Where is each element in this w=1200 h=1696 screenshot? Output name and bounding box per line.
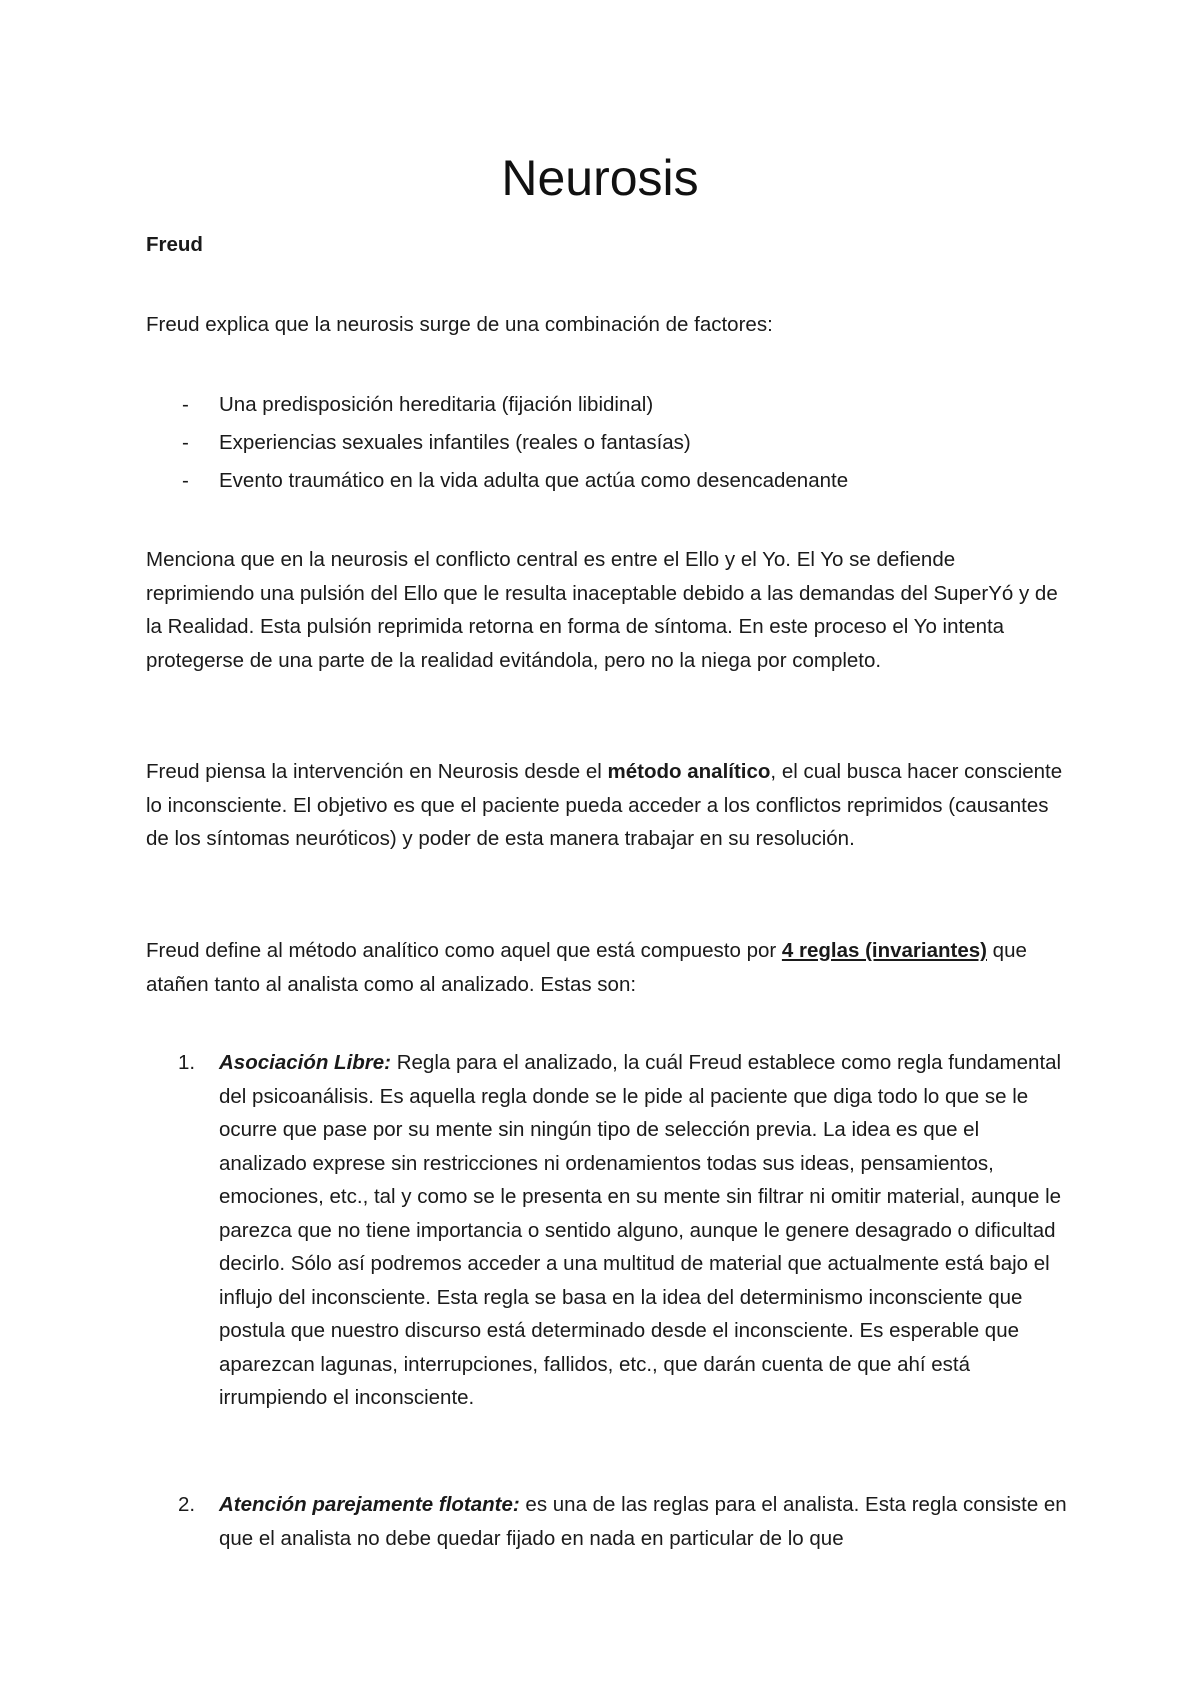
list-bullet: - [182,469,189,492]
method-text-before: Freud piensa la intervención en Neurosis desde el [146,760,608,783]
factor-text: Una predisposición hereditaria (fijación libidinal) [219,393,654,416]
rule-term: Atención parejamente flotante: [219,1493,520,1516]
list-bullet: - [182,431,189,454]
rules-count-term: 4 reglas (invariantes) [781,939,987,962]
rule-text [219,1488,1069,1555]
section-heading: Freud [146,233,203,256]
factor-text: Experiencias sexuales infantiles (reales o fantasías) [219,431,691,454]
rule-term: Asociación Libre: [219,1051,392,1074]
list-bullet: - [182,393,189,416]
list-number: 2. [178,1493,196,1516]
intro-paragraph: Freud explica que la neurosis surge de una combinación de factores: [146,313,773,336]
rules-text-before: Freud define al método analítico como aquel que está compuesto por [146,939,782,962]
rules-intro-paragraph [146,934,1066,1001]
rules-text-after: que atañen tanto al analista como al analizado. Estas son: [146,939,1027,996]
method-paragraph [146,755,1066,856]
rule-text [219,1046,1069,1415]
list-number: 1. [178,1051,196,1074]
method-term: método analítico [607,760,771,783]
rule-description: Regla para el analizado, la cuál Freud establece como regla fundamental del psicoanálisis. Es aquella regla donde se le pide al paciente que diga todo lo que se le ocurre que pase por su mente sin ningún tipo de selección previa. La idea es que el analizado exprese sin restricciones ni ordenamientos todas sus ideas, pensamientos, emociones, etc., tal y como se le presenta en su mente sin filtrar ni omitir material, aunque le parezca que no tiene importancia o sentido alguno, aunque le genere desagrado o dificultad decirlo. Sólo así podremos acceder a una multitud de material que actualmente está bajo el influjo del inconsciente. Esta regla se basa en la idea del determinismo inconsciente que postula que nuestro discurso está determinado desde el inconsciente. Es esperable que aparezcan lagunas, interrupciones, fallidos, etc., que darán cuenta de que ahí está irrumpiendo el inconsciente. [219,1051,1062,1409]
conflict-paragraph: Menciona que en la neurosis el conflicto central es entre el Ello y el Yo. El Yo se defiende reprimiendo una pulsión del Ello que le resulta inaceptable debido a las demandas del SuperYó y de la Realidad. Esta pulsión reprimida retorna en forma de síntoma. En este proceso el Yo intenta protegerse de una parte de la realidad evitándola, pero no la niega por completo. [146,548,1058,672]
rule-description: es una de las reglas para el analista. Esta regla consiste en que el analista no debe quedar fijado en nada en particular de lo que [219,1493,1067,1550]
factor-text: Evento traumático en la vida adulta que actúa como desencadenante [219,469,849,492]
method-text-after: , el cual busca hacer consciente lo inconsciente. El objetivo es que el paciente pueda acceder a los conflictos reprimidos (causantes de los síntomas neuróticos) y poder de esta manera trabajar en su resolución. [146,760,1063,850]
page-title: Neurosis [501,150,699,206]
